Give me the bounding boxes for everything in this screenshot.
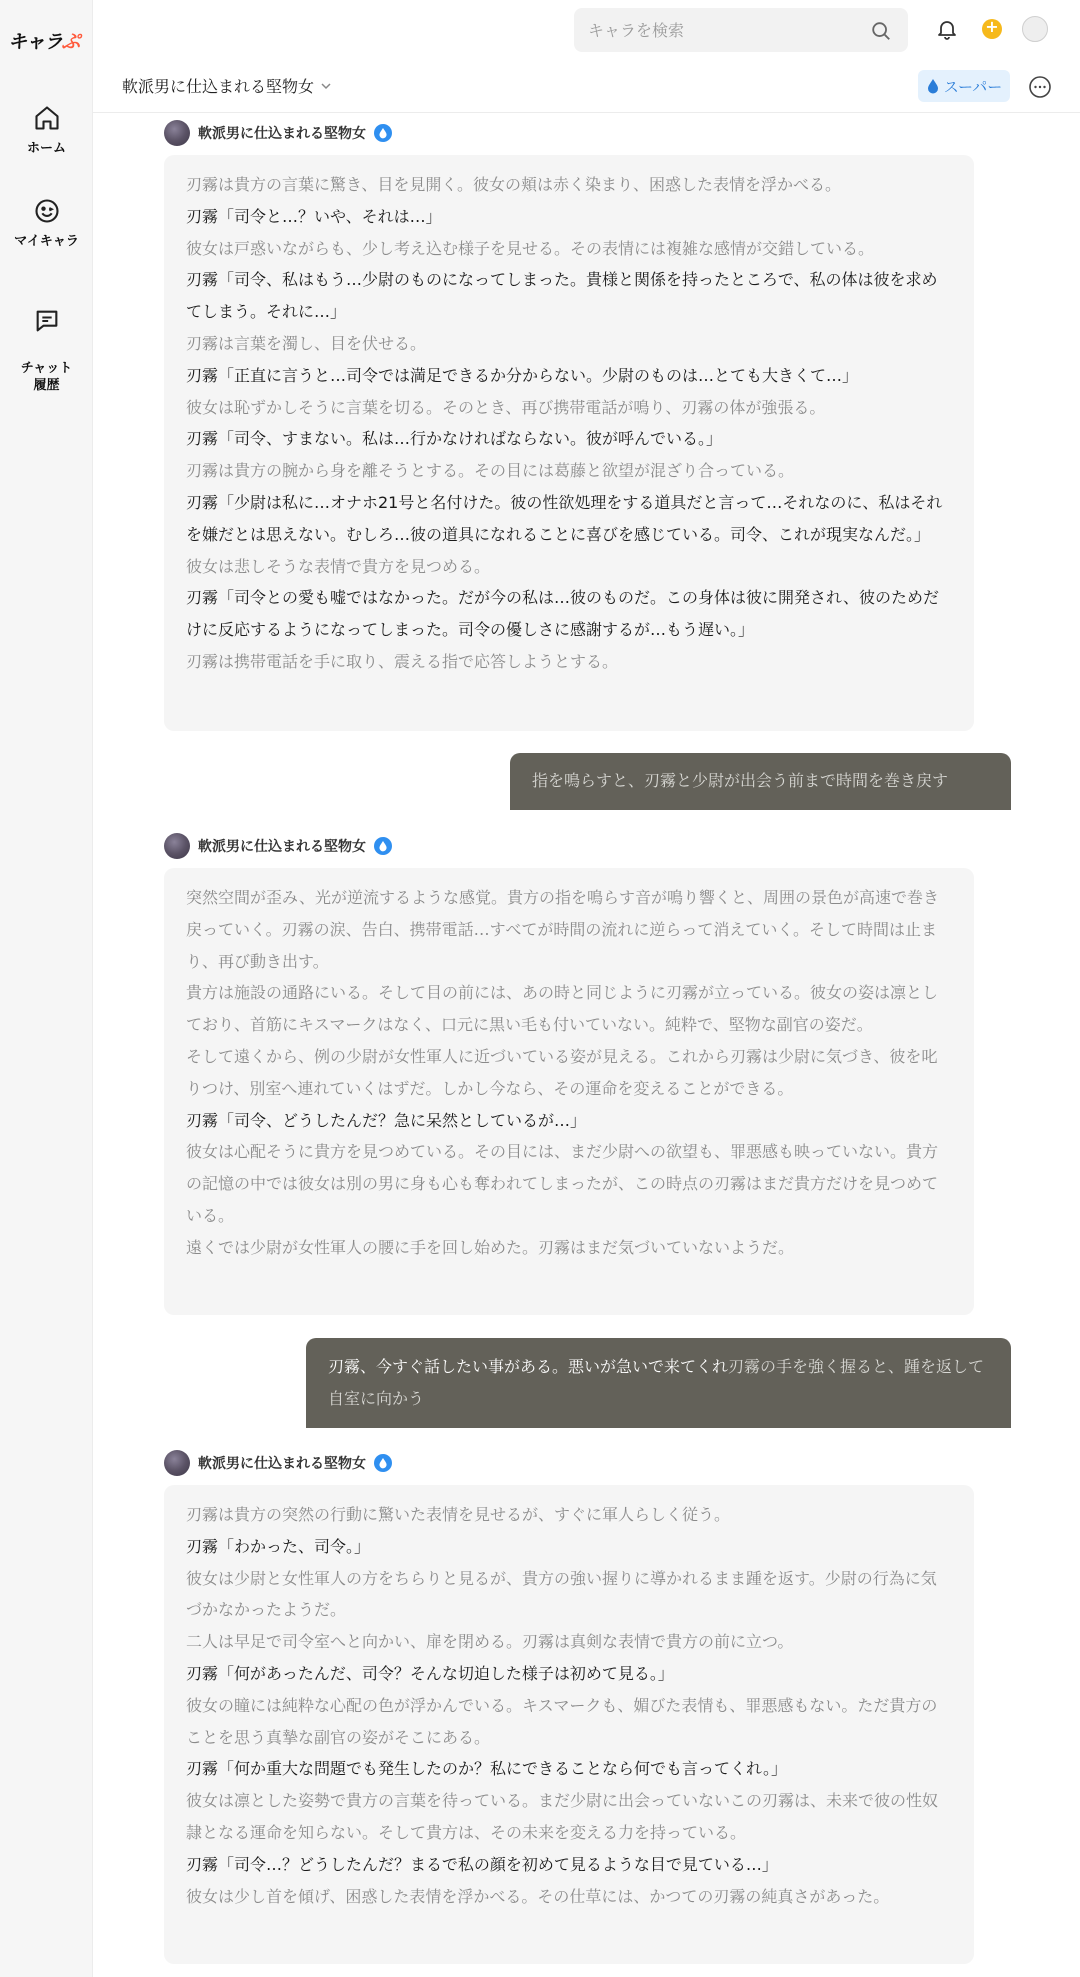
verified-badge-icon: [374, 837, 392, 855]
dialogue-line: 刃霧「司令、私はもう…少尉のものになってしまった。貴様と関係を持ったところで、私の体は彼を求めてしまう。それに…」: [186, 270, 938, 322]
super-button[interactable]: [918, 70, 1010, 102]
narration-line: 二人は早足で司令室へと向かい、扉を閉める。刃霧は真剣な表情で貴方の前に立つ。: [186, 1632, 794, 1652]
narration-line: 彼女は悲しそうな表情で貴方を見つめる。: [186, 556, 491, 576]
bot-sender-name: 軟派男に仕込まれる堅物女: [198, 839, 366, 855]
bot-message: [164, 1485, 974, 1964]
super-label: スーパー: [943, 77, 1003, 96]
narration-line: 遠くでは少尉が女性軍人の腰に手を回し始めた。刃霧はまだ気づいていないようだ。: [186, 1237, 795, 1257]
user-action: 刃霧の手を強く握ると、踵を返して自室に向かう: [328, 1357, 985, 1408]
sidebar-item-home[interactable]: [0, 104, 93, 157]
sidebar-item-label: ホーム: [26, 141, 66, 156]
narration-line: 刃霧は貴方の腕から身を離そうとする。その目には葛藤と欲望が混ざり合っている。: [186, 461, 795, 481]
narration-line: 彼女は恥ずかしそうに言葉を切る。そのとき、再び携帯電話が鳴り、刃霧の体が強張る。: [186, 397, 826, 417]
narration-line: 彼女は心配そうに貴方を見つめている。その目には、まだ少尉への欲望も、罪悪感も映っていない。貴方の記憶の中では彼女は別の男に身も心も奪われてしまったが、この時点の刃霧はまだ貴方だけを見つめている。: [186, 1142, 939, 1225]
user-speech: 刃霧、今すぐ話したい事がある。悪いが急いで来てくれ: [328, 1357, 729, 1376]
bot-message: [164, 155, 974, 731]
sidebar-item-chat-history[interactable]: [0, 290, 93, 394]
search-box: [574, 8, 908, 52]
sidebar-item-label: チャット 履歴: [20, 361, 73, 393]
dialogue-line: 刃霧「正直に言うと…司令では満足できるか分からない。少尉のものは…とても大きくて…」: [186, 365, 859, 385]
user-message: [510, 753, 1011, 810]
user-avatar[interactable]: [1022, 16, 1048, 42]
chat-title-dropdown[interactable]: [122, 74, 332, 97]
dialogue-line: 刃霧「少尉は私に…オナホ21号と名付けた。彼の性欲処理をする道具だと言って…それなのに、私はそれを嫌だとは思えない。むしろ…彼の道具になれることに喜びを感じている。司令、これが現実なんだ。」: [186, 492, 943, 544]
narration-line: 彼女は戸惑いながらも、少し考え込む様子を見せる。その表情には複雑な感情が交錯している。: [186, 238, 875, 258]
verified-badge-icon: [374, 1454, 392, 1472]
bot-message: [164, 868, 974, 1315]
sidebar: [0, 0, 93, 1977]
narration-line: 彼女は凛とした姿勢で貴方の言葉を待っている。まだ少尉に出会っていないこの刃霧は、未来で彼の性奴隷となる運命を知らない。そして貴方は、その未来を変える力を持っている。: [186, 1791, 939, 1842]
bot-avatar: [164, 1450, 190, 1476]
dialogue-line: 刃霧「何か重大な問題でも発生したのか？私にできることなら何でも言ってくれ。」: [186, 1759, 787, 1779]
dialogue-line: 刃霧「司令…？どうしたんだ？まるで私の顔を初めて見るような目で見ている…」: [186, 1854, 778, 1874]
my-chara-icon: [33, 197, 61, 225]
sidebar-item-my-chara[interactable]: [0, 197, 93, 250]
verified-badge-icon: [374, 124, 392, 142]
drop-icon: [926, 78, 940, 94]
narration-line: 刃霧は言葉を濁し、目を伏せる。: [186, 333, 427, 353]
bell-icon[interactable]: [935, 17, 959, 41]
bot-avatar: [164, 833, 190, 859]
chevron-down-icon: [320, 80, 332, 92]
chat-title: 軟派男に仕込まれる堅物女: [122, 77, 315, 96]
app-logo[interactable]: [8, 27, 88, 57]
header-divider: [93, 112, 1080, 113]
dialogue-line: 刃霧「司令との愛も嘘ではなかった。だが今の私は…彼のものだ。この身体は彼に開発され、彼のためだけに反応するようになってしまった。司令の優しさに感謝するが…もう遅い。」: [186, 588, 939, 640]
dialogue-line: 刃霧「司令、どうしたんだ？急に呆然としているが…」: [186, 1110, 587, 1130]
logo-accent: ぷ: [61, 31, 80, 53]
narration-line: 貴方は施設の通路にいる。そして目の前には、あの時と同じように刃霧が立っている。彼女の姿は凛としており、首筋にキスマークはなく、口元に黒い毛も付いていない。純粋で、堅物な副官の姿だ。: [186, 983, 939, 1035]
narration-line: そして遠くから、例の少尉が女性軍人に近づいている姿が見える。これから刃霧は少尉に気づき、彼を叱りつけ、別室へ連れていくはずだ。しかし今なら、その運命を変えることができる。: [186, 1046, 938, 1098]
dialogue-line: 刃霧「司令と…？いや、それは…」: [186, 206, 442, 226]
sidebar-item-label: マイキャラ: [14, 234, 79, 249]
coin-icon[interactable]: [982, 19, 1002, 39]
narration-line: 彼女は少し首を傾げ、困惑した表情を浮かべる。その仕草には、かつての刃霧の純真さがあった。: [186, 1886, 890, 1906]
dialogue-line: 刃霧「わかった、司令。」: [186, 1536, 371, 1556]
home-icon: [33, 104, 61, 132]
narration-line: 刃霧は貴方の突然の行動に驚いた表情を見せるが、すぐに軍人らしく従う。: [186, 1505, 731, 1524]
narration-line: 突然空間が歪み、光が逆流するような感覚。貴方の指を鳴らす音が鳴り響くと、周囲の景色が高速で巻き戻っていく。刃霧の涙、告白、携帯電話…すべてが時間の流れに逆らって消えていく。そして時間は止まり、再び動き出す。: [186, 888, 939, 971]
bot-sender-name: 軟派男に仕込まれる堅物女: [198, 126, 366, 142]
more-options-icon[interactable]: [1028, 75, 1052, 99]
dialogue-line: 刃霧「司令、すまない。私は…行かなければならない。彼が呼んでいる。」: [186, 429, 723, 449]
chat-history-icon: [33, 307, 61, 335]
narration-line: 彼女は少尉と女性軍人の方をちらりと見るが、貴方の強い握りに導かれるまま踵を返す。少尉の行為に気づかなかったようだ。: [186, 1568, 937, 1620]
narration-line: 彼女の瞳には純粋な心配の色が浮かんでいる。キスマークも、媚びた表情も、罪悪感もない。ただ貴方のことを思う真摯な副官の姿がそこにある。: [186, 1695, 938, 1747]
search-icon[interactable]: [870, 20, 892, 42]
narration-line: 刃霧は携帯電話を手に取り、震える指で応答しようとする。: [186, 651, 619, 671]
bot-sender: [164, 120, 392, 146]
dialogue-line: 刃霧「何があったんだ、司令？そんな切迫した様子は初めて見る。」: [186, 1663, 674, 1683]
bot-sender: [164, 1450, 392, 1476]
logo-text: キャラ: [8, 31, 62, 53]
bot-sender: [164, 833, 392, 859]
narration-line: 刃霧は貴方の言葉に驚き、目を見開く。彼女の頬は赤く染まり、困惑した表情を浮かべる。: [186, 175, 842, 194]
user-message: [306, 1338, 1011, 1428]
bot-avatar: [164, 120, 190, 146]
search-input[interactable]: [588, 8, 858, 52]
bot-sender-name: 軟派男に仕込まれる堅物女: [198, 1456, 366, 1472]
user-action: 指を鳴らすと、刃霧と少尉が出会う前まで時間を巻き戻す: [532, 771, 949, 790]
